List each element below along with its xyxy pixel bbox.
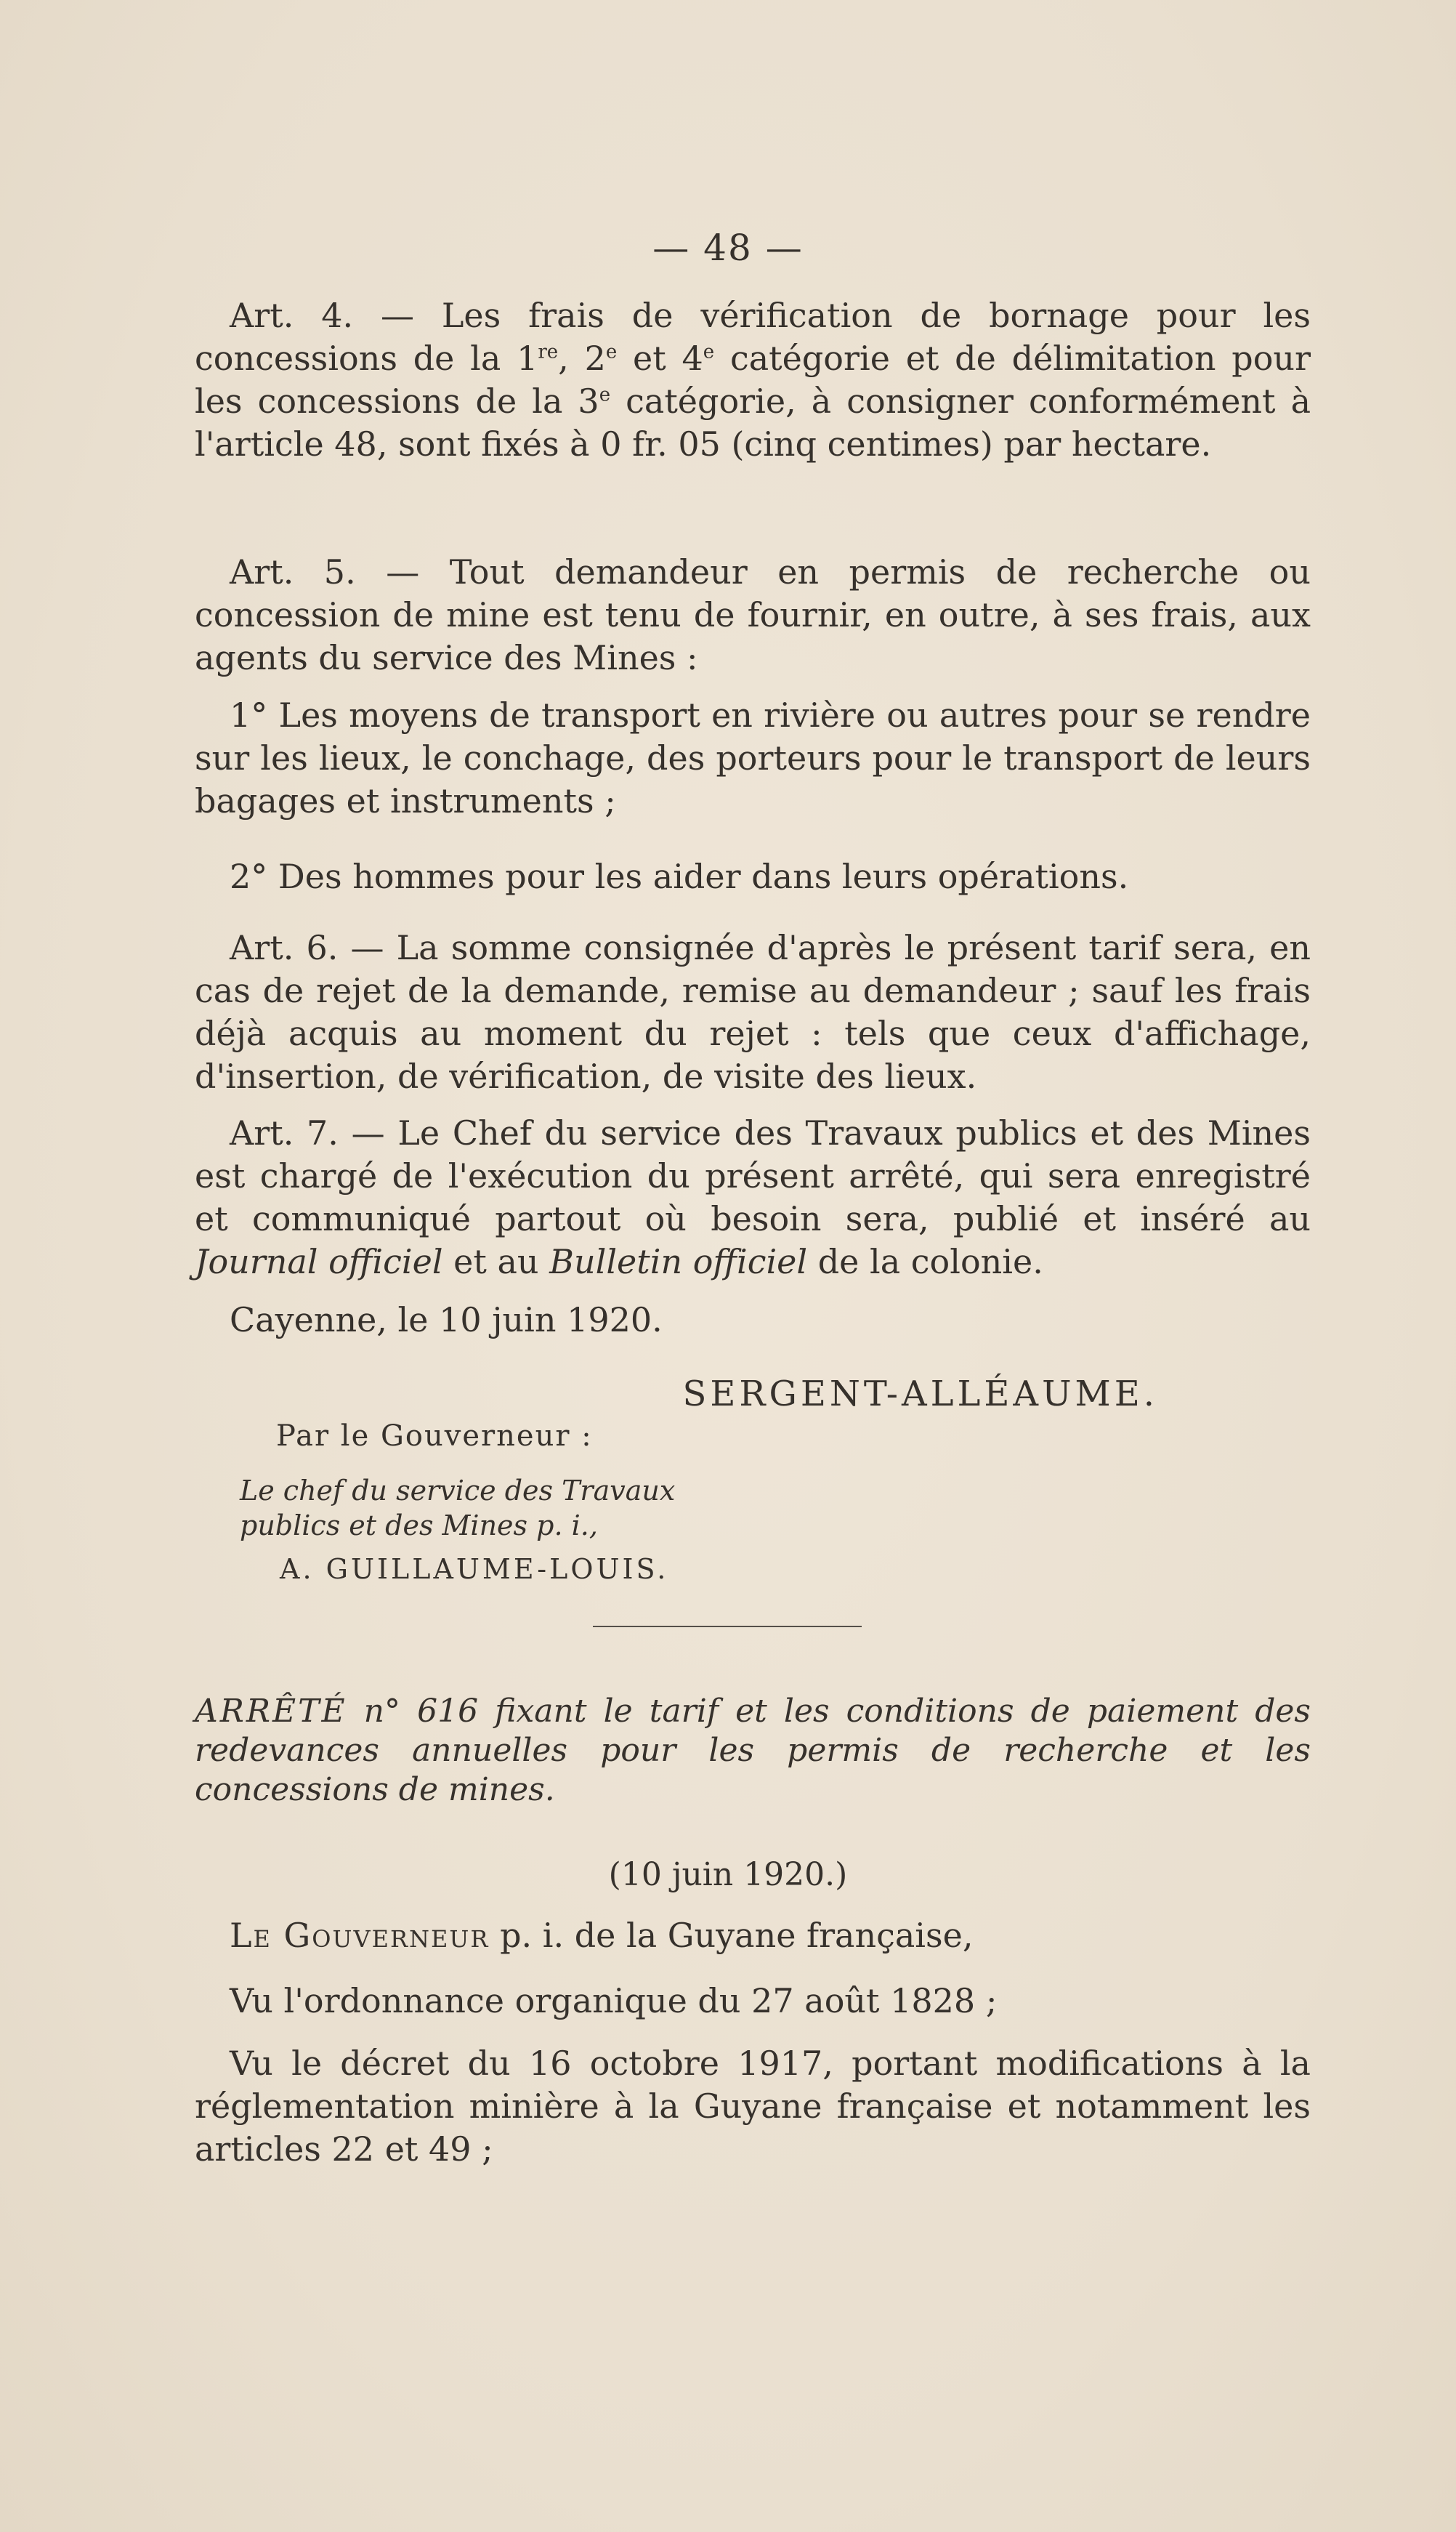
place-date: Cayenne, le 10 juin 1920. [230, 1300, 663, 1339]
item-1 [195, 694, 1311, 823]
article-6-text: Art. 6. — La somme consignée d'après le présent tarif sera, en cas de rejet de la demande, remise au demandeur ; sauf les frais déjà acquis au moment du rejet : tels que ceux d'affichage, d'insertion, de vérification, de visite des lieux. [195, 928, 1311, 1096]
chef-line-1: Le chef du service des Travaux [240, 1475, 676, 1507]
chef-line-2: publics et des Mines p. i., [240, 1509, 598, 1541]
vu-1-block [195, 1980, 1311, 2023]
article-4-text: Art. 4. — Les frais de vérification de bornage pour les concessions de la 1re, 2e et 4e catégorie et de délimitation pour les concessions de la 3e catégorie, à consigner conformément à l'article 48, sont fixés à 0 fr. 05 (cinq centimes) par hectare. [195, 296, 1311, 464]
gouverneur-lead: Le Gouverneur [230, 1916, 490, 1955]
vu-1: Vu l'ordonnance organique du 27 août 1828 ; [230, 1981, 998, 2020]
article-6 [195, 927, 1311, 1098]
arrete-date: (10 juin 1920.) [608, 1856, 848, 1893]
article-label: Art. 5. [230, 552, 356, 592]
article-label: Art. 6. [230, 928, 339, 967]
article-7-text: Art. 7. — Le Chef du service des Travaux publics et des Mines est chargé de l'exécution du présent arrêté, qui sera enregistré et communiqué partout où besoin sera, publié et inséré au Journal officiel et au Bulletin officiel de la colonie. [195, 1113, 1311, 1281]
gouverneur-line: Le Gouverneur p. i. de la Guyane française, [230, 1916, 974, 1955]
article-7 [195, 1112, 1311, 1283]
signature: SERGENT-ALLÉAUME. [682, 1374, 1158, 1414]
article-5 [195, 551, 1311, 680]
vu-2-block [195, 2042, 1311, 2171]
place-date-block [195, 1299, 1311, 1342]
item-label: 1° [230, 696, 268, 735]
page-number: — 48 — [652, 227, 804, 269]
vu-2: Vu le décret du 16 octobre 1917, portant modifications à la réglementation minière à la Guyane française et notamment les articles 22 et 49 ; [195, 2044, 1311, 2169]
article-5-text: Art. 5. — Tout demandeur en permis de recherche ou concession de mine est tenu de fournir, en outre, à ses frais, aux agents du service des Mines : [195, 552, 1311, 677]
arrete-title: ARRÊTÉ n° 616 fixant le tarif et les conditions de paiement des redevances annuelles pour les permis de recherche et les concessions de mines. [195, 1693, 1311, 1808]
arrete-lead: ARRÊTÉ [195, 1693, 347, 1730]
article-4 [195, 294, 1311, 466]
journal-officiel: Journal officiel [195, 1242, 443, 1281]
bulletin-officiel: Bulletin officiel [549, 1242, 808, 1281]
article-label: Art. 7. [230, 1113, 339, 1153]
item-2-text: 2° Des hommes pour les aider dans leurs opérations. [230, 857, 1129, 896]
item-label: 2° [230, 857, 268, 896]
par-le-gouverneur: Par le Gouverneur : [276, 1419, 593, 1453]
section-divider [593, 1626, 862, 1627]
chef-name: A. GUILLAUME-LOUIS. [280, 1553, 669, 1585]
item-1-text: 1° Les moyens de transport en rivière ou autres pour se rendre sur les lieux, le conchage, des porteurs pour le transport de leurs bagages et instruments ; [195, 696, 1311, 821]
item-2 [195, 855, 1311, 898]
chef-du-service [240, 1473, 675, 1543]
article-label: Art. 4. [230, 296, 354, 335]
gouverneur-block [195, 1914, 1311, 1957]
